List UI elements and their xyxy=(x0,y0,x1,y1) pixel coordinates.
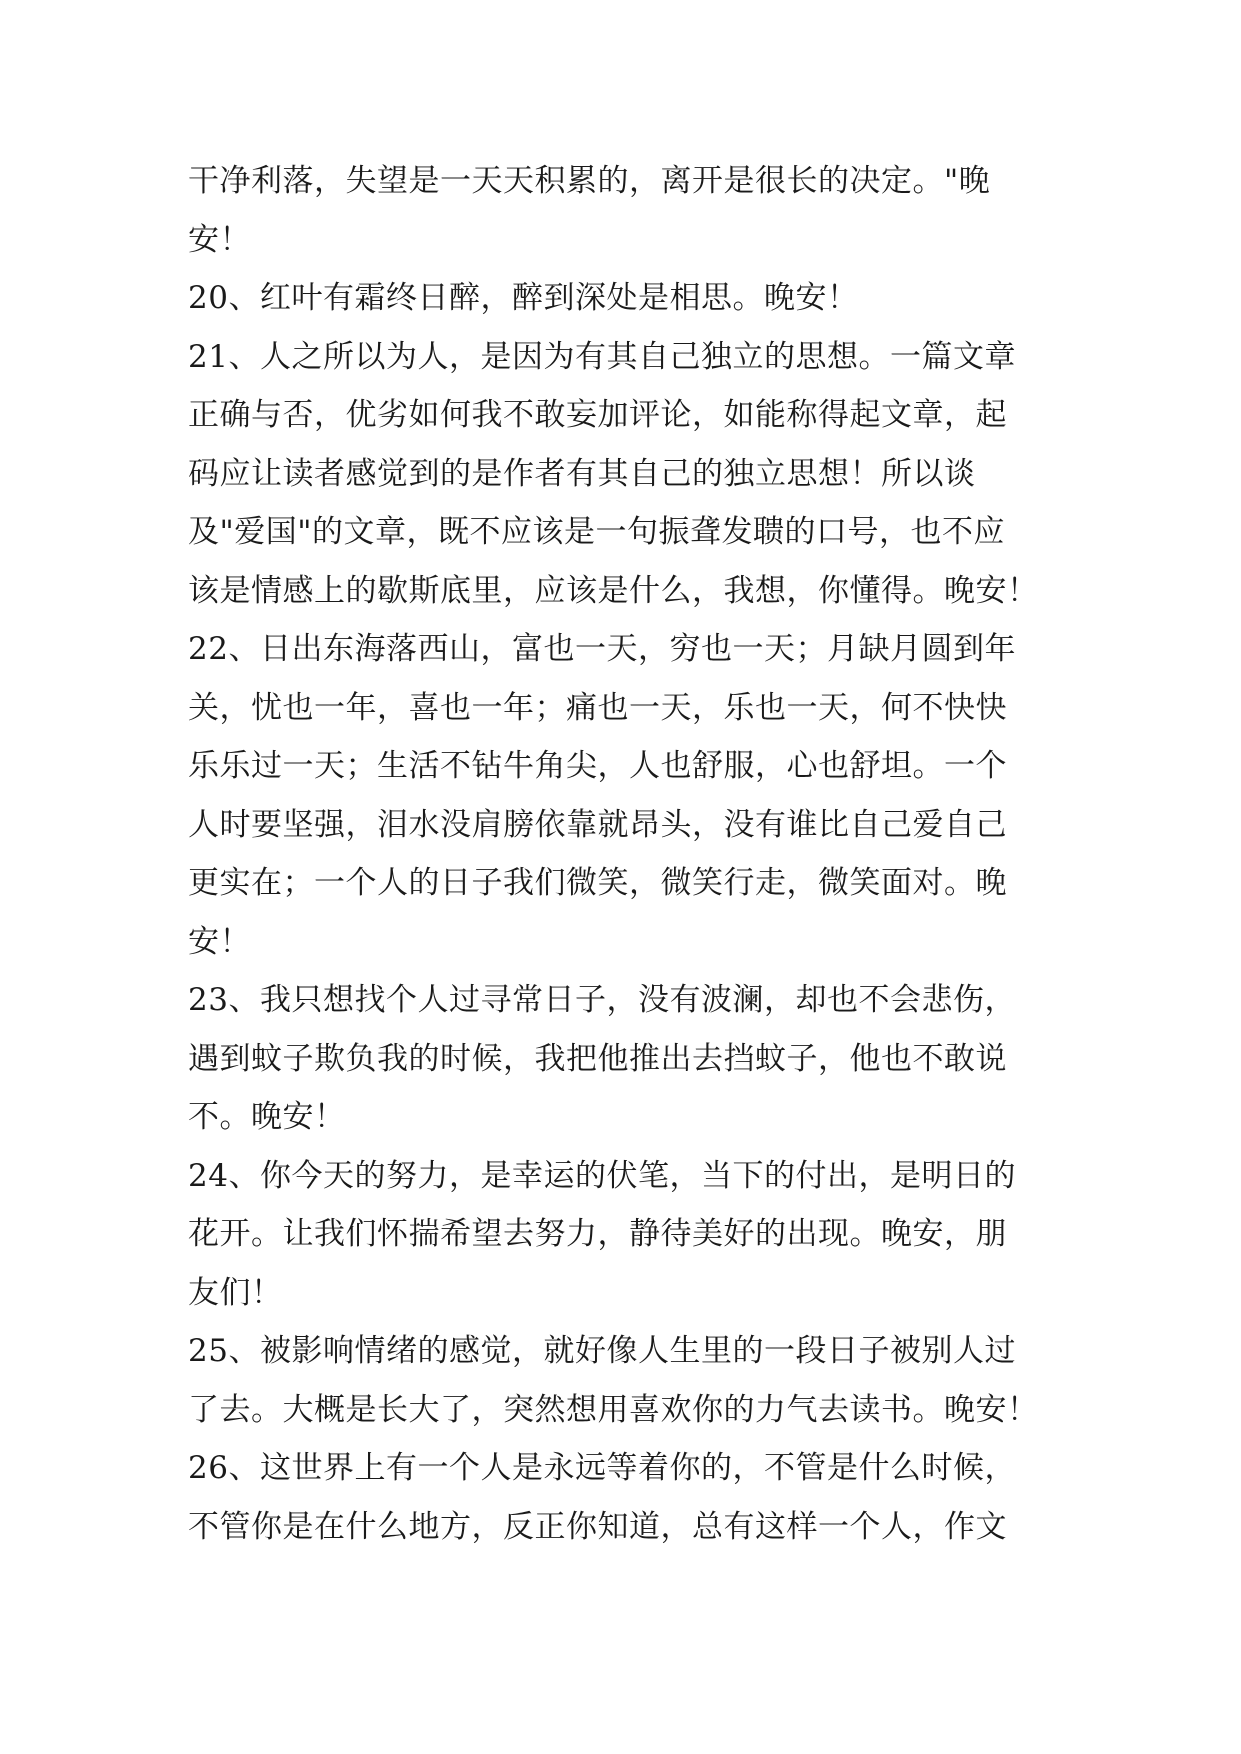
text-line: 25、被影响情绪的感觉，就好像人生里的一段日子被别人过 xyxy=(188,1333,1016,1369)
text-line: 不。晚安！ xyxy=(188,1099,346,1135)
text-line: 21、人之所以为人，是因为有其自己独立的思想。一篇文章 xyxy=(188,338,1016,375)
text-line: 该是情感上的歇斯底里，应该是什么，我想，你懂得。晚安！ xyxy=(188,572,1039,609)
text-line: 关，忧也一年，喜也一年；痛也一天，乐也一天，何不快快 xyxy=(188,689,1007,726)
text-line: 了去。大概是长大了，突然想用喜欢你的力气去读书。晚安！ xyxy=(188,1391,1039,1428)
text-line: 遇到蚊子欺负我的时候，我把他推出去挡蚊子，他也不敢说 xyxy=(188,1040,1007,1077)
text-line: 人时要坚强，泪水没肩膀依靠就昂头，没有谁比自己爱自己 xyxy=(188,806,1007,843)
text-line: 不管你是在什么地方，反正你知道，总有这样一个人，作文 xyxy=(188,1508,1007,1545)
text-line: 安！ xyxy=(188,923,251,960)
text-line: 乐乐过一天；生活不钻牛角尖，人也舒服，心也舒坦。一个 xyxy=(188,748,1007,784)
text-line: 23、我只想找个人过寻常日子，没有波澜，却也不会悲伤， xyxy=(188,982,1016,1018)
text-line: 22、日出东海落西山，富也一天，穷也一天；月缺月圆到年 xyxy=(188,631,1016,667)
text-line: 干净利落，失望是一天天积累的，离开是很长的决定。"晚 xyxy=(188,163,991,199)
text-line: 友们！ xyxy=(188,1274,283,1311)
text-line: 花开。让我们怀揣希望去努力，静待美好的出现。晚安，朋 xyxy=(188,1216,1007,1252)
body-text xyxy=(188,152,1063,1556)
text-line: 更实在；一个人的日子我们微笑，微笑行走，微笑面对。晚 xyxy=(188,865,1007,901)
text-line: 26、这世界上有一个人是永远等着你的，不管是什么时候， xyxy=(188,1450,1016,1486)
text-line: 及"爱国"的文章，既不应该是一句振聋发聩的口号，也不应 xyxy=(188,514,1006,550)
text-line: 24、你今天的努力，是幸运的伏笔，当下的付出，是明日的 xyxy=(188,1157,1016,1194)
text-line: 码应让读者感觉到的是作者有其自己的独立思想！所以谈 xyxy=(188,455,976,492)
text-line: 20、红叶有霜终日醉，醉到深处是相思。晚安！ xyxy=(188,280,859,316)
text-line: 正确与否，优劣如何我不敢妄加评论，如能称得起文章，起 xyxy=(188,397,1007,433)
text-line: 安！ xyxy=(188,221,251,258)
